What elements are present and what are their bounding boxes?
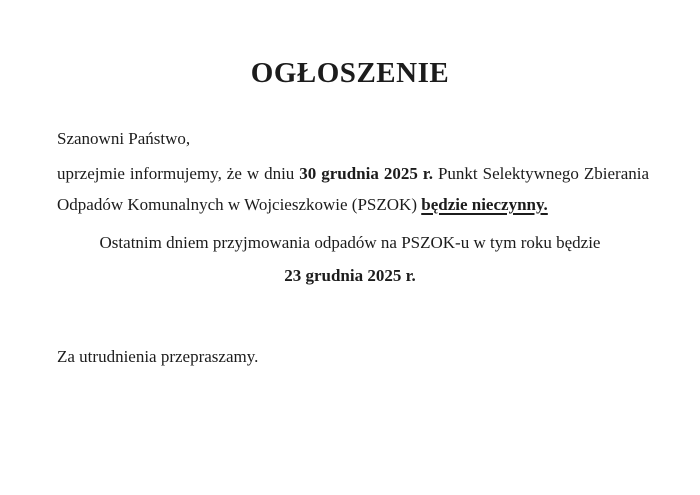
page-title: OGŁOSZENIE [250, 57, 450, 89]
last-day-date: 23 grudnia 2025 r. [284, 266, 416, 285]
body-paragraph [57, 158, 649, 220]
body-segment-closure-date: 30 grudnia 2025 r. [299, 164, 434, 183]
body-segment-closed-notice: będzie nieczynny. [421, 195, 548, 214]
body-segment-intro: uprzejmie informujemy, że w dniu [57, 164, 300, 183]
last-day-sentence: Ostatnim dniem przyjmowania odpadów na PSZOK-u w tym roku będzie [99, 233, 601, 252]
closing-apology: Za utrudnienia przepraszamy. [57, 347, 259, 366]
body-segment-facility: Punkt Selektywnego Zbierania Odpadów Komunalnych w Wojcieszkowie (PSZOK) [57, 164, 650, 214]
salutation-text: Szanowni Państwo, [57, 129, 191, 148]
